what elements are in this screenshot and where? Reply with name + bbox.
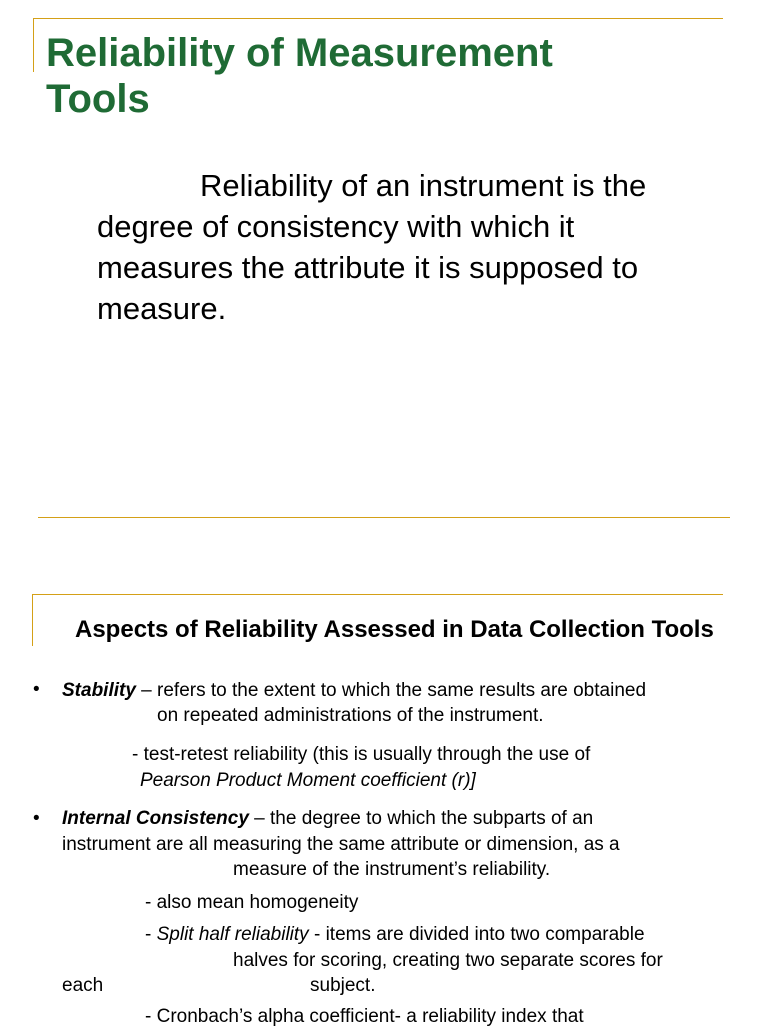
definition-paragraph bbox=[97, 165, 717, 329]
stability-line-2: on repeated administrations of the instrument. bbox=[157, 705, 544, 726]
slide-title bbox=[46, 30, 726, 122]
frame-top-border bbox=[33, 18, 723, 19]
definition-line-3: measures the attribute it is supposed to bbox=[97, 250, 639, 285]
split-half-line-3b: subject. bbox=[310, 975, 376, 996]
frame-left-border bbox=[32, 594, 33, 646]
stability-term: Stability bbox=[62, 680, 136, 701]
internal-line-2: instrument are all measuring the same attribute or dimension, as a bbox=[62, 834, 620, 855]
definition-line-1: Reliability of an instrument is the bbox=[200, 168, 647, 203]
stability-line-1 bbox=[62, 678, 646, 703]
internal-line-1 bbox=[62, 806, 593, 831]
slide-aspects-of-reliability bbox=[0, 540, 768, 1027]
slide-title: Aspects of Reliability Assessed in Data Collection Tools bbox=[75, 616, 714, 643]
split-half-line-3a: each bbox=[62, 975, 104, 996]
internal-sub-homogeneity: - also mean homogeneity bbox=[145, 892, 359, 913]
internal-line-3: measure of the instrument’s reliability. bbox=[233, 859, 551, 880]
slide-divider bbox=[38, 517, 730, 518]
title-line-1: Reliability of Measurement bbox=[46, 31, 553, 75]
frame-left-border bbox=[33, 18, 34, 72]
internal-sub-split-half: - Split half reliability - items are divided into two comparable bbox=[145, 924, 645, 945]
frame-top-border bbox=[32, 594, 723, 595]
bullet-marker: • bbox=[33, 808, 40, 829]
internal-consistency-definition: – the degree to which the subparts of an bbox=[248, 808, 594, 829]
internal-consistency-term: Internal Consistency bbox=[62, 808, 249, 829]
bullet-marker: • bbox=[33, 679, 40, 700]
split-half-line-2: halves for scoring, creating two separate scores for bbox=[233, 950, 663, 971]
stability-sub-line-1: - test-retest reliability (this is usually through the use of bbox=[132, 744, 591, 765]
stability-definition: – refers to the extent to which the same results are obtained bbox=[135, 680, 647, 701]
definition-line-2: degree of consistency with which it bbox=[97, 209, 575, 244]
split-half-term: Split half reliability bbox=[156, 924, 309, 945]
definition-line-4: measure. bbox=[97, 291, 227, 326]
internal-sub-cronbach: - Cronbach’s alpha coefficient- a reliability index that bbox=[145, 1006, 584, 1027]
stability-sub-line-2: Pearson Product Moment coefficient (r)] bbox=[140, 770, 476, 791]
title-line-2: Tools bbox=[46, 77, 150, 121]
